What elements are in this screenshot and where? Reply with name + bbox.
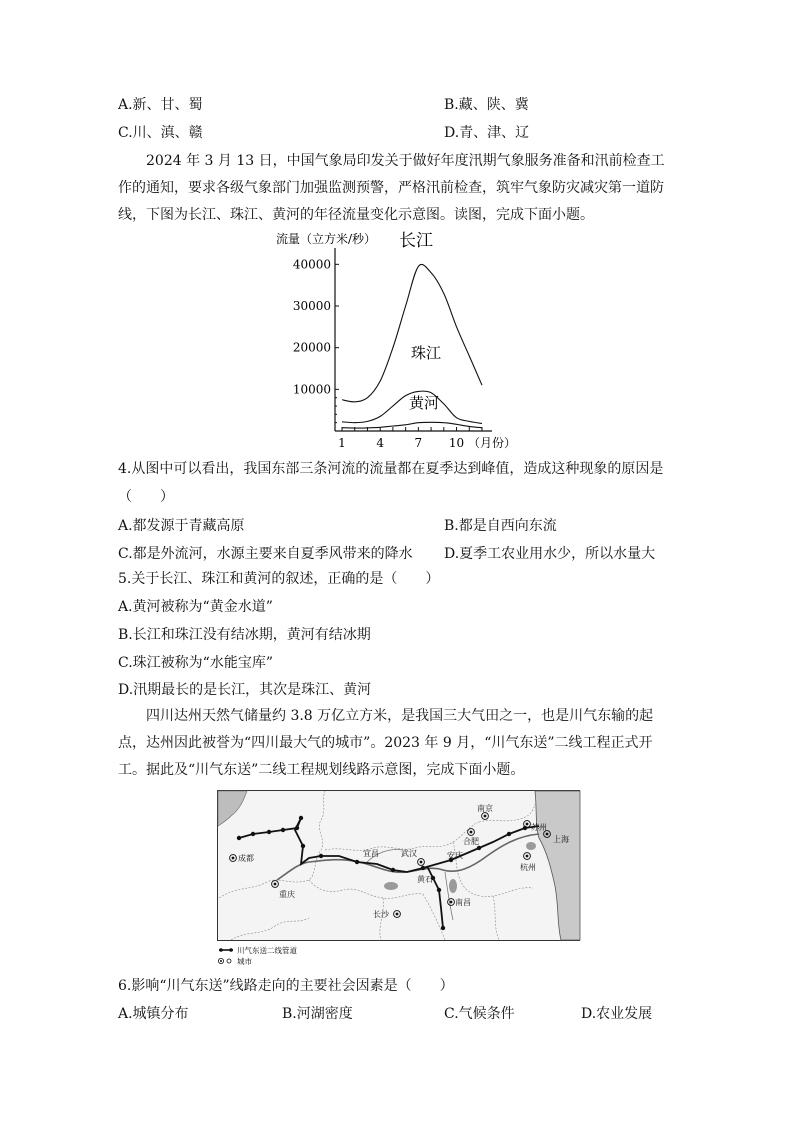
q4-stem: 4.从图中可以看出，我国东部三条河流的流量都在夏季达到峰值，造成这种现象的原因是 [118,461,664,477]
city-label-suzhou: 苏州 [531,823,547,832]
city-label-wuhan: 武汉 [401,849,417,858]
x-tick-label: 1 [338,436,346,450]
map-land [218,791,561,940]
q3-option-a: A.新、甘、蜀 [118,97,203,113]
chart-ylabel: 流量（立方米/秒） [276,232,377,246]
intro-text-2: 四川达州天然气储量约 3.8 万亿立方米，是我国三大气田之一，也是川气东输的起点，达州因此被誉为“四川最大气的城市”。2023 年 9 月，“川气东送”二线工程正式开工。据此及“川气东送”二线工程规划线路示意图，完成下面小题。 [118,708,654,778]
q6-option-c: C.气候条件 [444,1006,515,1022]
q4-option-c: C.都是外流河，水源主要来自夏季风带来的降水 [118,546,413,562]
series-label-3: 黄河 [408,394,440,412]
intro-paragraph-1 [118,148,678,229]
legend-pipeline-node-2 [229,948,233,952]
city-label-nanjing: 南京 [477,804,493,813]
legend-pipeline-node [219,948,223,952]
legend-city-dot [220,960,222,962]
dongting-lake [384,882,398,890]
city-label-shanghai: 上海 [553,835,569,844]
q4-option-b: B.都是自西向东流 [444,518,557,534]
q5-option-d: D.汛期最长的是长江，其次是珠江、黄河 [118,682,372,698]
q4-option-d: D.夏季工农业用水少，所以水量大 [444,546,656,562]
city-label-yichang: 宜昌 [363,849,379,858]
series-label-1: 长江 [399,231,433,251]
city-label-changsha: 长沙 [373,910,389,919]
q6-option-a: A.城镇分布 [118,1006,189,1022]
legend-pipeline-label: 川气东送二线管道 [237,946,297,955]
poyang-lake [449,879,457,893]
city-label-chongqing: 重庆 [279,890,295,899]
q5-option-a: A.黄河被称为“黄金水道” [118,599,273,615]
chart-xlabel: （月份） [468,436,517,450]
intro-text-1: 2024 年 3 月 13 日，中国气象局印发关于做好年度汛期气象服务准备和汛前检查工作的通知，要求各级气象部门加强监测预警，严格汛前检查，筑牢气象防灾减灾第一道防线，下图为长江、珠江、黄河的年径流量变化示意图。读图，完成下面小题。 [118,153,665,223]
legend-city-label: 城市 [237,957,252,966]
city-label-huangshi: 黄石 [417,875,433,884]
city-label-nanchang: 南昌 [455,898,471,907]
series-label-2: 珠江 [410,344,442,362]
q5-option-b: B.长江和珠江没有结冰期，黄河有结冰期 [118,627,371,643]
series-line-1 [342,264,482,401]
q5-option-c: C.珠江被称为“水能宝库” [118,655,273,671]
q5-stem: 5.关于长江、珠江和黄河的叙述，正确的是（ ） [118,571,440,587]
y-tick-label: 20000 [292,340,331,355]
q6-stem: 6.影响“川气东送”线路走向的主要社会因素是（ ） [118,978,454,994]
runoff-chart [270,226,520,454]
q3-option-d: D.青、津、辽 [444,125,530,141]
city-label-anqing: 安庆 [447,851,463,860]
q4-option-a: A.都发源于青藏高原 [118,518,245,534]
y-tick-label: 10000 [292,382,331,397]
tai-lake [526,842,536,850]
city-label-hangzhou: 杭州 [520,863,536,872]
q3-option-b: B.藏、陕、冀 [444,97,529,113]
y-tick-label: 40000 [292,257,331,272]
q4-blank: （ ） [118,489,174,505]
intro-paragraph-2 [118,703,678,784]
x-tick-label: 4 [376,436,385,450]
x-tick-label: 10 [448,436,465,450]
q3-option-c: C.川、滇、赣 [118,125,203,141]
series-line-3 [342,422,482,428]
q6-option-d: D.农业发展 [581,1006,653,1022]
x-tick-label: 7 [414,436,423,450]
q6-option-b: B.河湖密度 [282,1006,353,1022]
pipeline-map [217,790,581,968]
city-label-hefei: 合肥 [463,837,479,846]
y-tick-label: 30000 [292,299,331,313]
city-label-chengdu: 成都 [238,854,254,863]
legend-city-symbol-small [227,959,231,963]
